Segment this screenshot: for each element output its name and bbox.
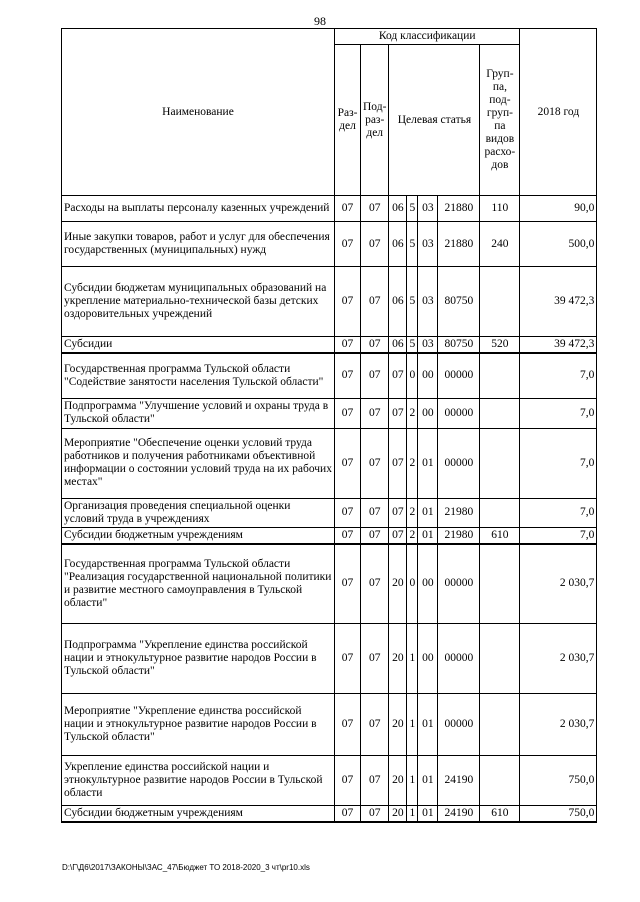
cell-t1: 20 <box>389 544 407 624</box>
cell-amount: 500,0 <box>520 222 597 267</box>
cell-group <box>480 353 520 398</box>
cell-t4: 00000 <box>438 398 480 428</box>
header-razdel: Раз-дел <box>335 45 361 196</box>
cell-amount: 90,0 <box>520 196 597 222</box>
cell-t4: 00000 <box>438 428 480 498</box>
cell-t4: 24190 <box>438 806 480 823</box>
cell-t4: 80750 <box>438 267 480 337</box>
cell-t3: 01 <box>418 694 438 756</box>
cell-t3: 00 <box>418 624 438 694</box>
cell-name: Субсидии бюджетным учреждениям <box>62 527 335 544</box>
cell-name: Организация проведения специальной оценки условий труда в учреждениях <box>62 498 335 527</box>
cell-podrazdel: 07 <box>361 267 389 337</box>
table-row <box>62 353 597 398</box>
table-row <box>62 544 597 624</box>
cell-group <box>480 398 520 428</box>
cell-podrazdel: 07 <box>361 756 389 806</box>
cell-t1: 06 <box>389 196 407 222</box>
header-code: Код классификации <box>335 29 520 45</box>
cell-t4: 21880 <box>438 222 480 267</box>
cell-t3: 03 <box>418 337 438 354</box>
cell-name: Субсидии бюджетам муниципальных образований на укрепление материально-технической базы детских оздоровительных учреждений <box>62 267 335 337</box>
cell-razdel: 07 <box>335 428 361 498</box>
cell-razdel: 07 <box>335 498 361 527</box>
cell-razdel: 07 <box>335 267 361 337</box>
cell-amount: 7,0 <box>520 353 597 398</box>
cell-t4: 00000 <box>438 544 480 624</box>
cell-podrazdel: 07 <box>361 624 389 694</box>
cell-podrazdel: 07 <box>361 806 389 823</box>
cell-podrazdel: 07 <box>361 498 389 527</box>
cell-t2: 5 <box>407 337 418 354</box>
cell-name: Субсидии бюджетным учреждениям <box>62 806 335 823</box>
cell-t2: 0 <box>407 544 418 624</box>
cell-name: Подпрограмма "Улучшение условий и охраны труда в Тульской области" <box>62 398 335 428</box>
page-number: 98 <box>314 14 326 28</box>
cell-podrazdel: 07 <box>361 527 389 544</box>
table-row <box>62 337 597 354</box>
cell-amount: 750,0 <box>520 756 597 806</box>
cell-podrazdel: 07 <box>361 337 389 354</box>
cell-amount: 750,0 <box>520 806 597 823</box>
cell-name: Подпрограмма "Укрепление единства российской нации и этнокультурное развитие народов России в Тульской области" <box>62 624 335 694</box>
cell-t3: 03 <box>418 196 438 222</box>
cell-amount: 39 472,3 <box>520 267 597 337</box>
cell-razdel: 07 <box>335 337 361 354</box>
header-podrazdel: Под-раз-дел <box>361 45 389 196</box>
cell-t1: 07 <box>389 353 407 398</box>
cell-podrazdel: 07 <box>361 353 389 398</box>
cell-t4: 00000 <box>438 353 480 398</box>
cell-t3: 01 <box>418 428 438 498</box>
cell-razdel: 07 <box>335 544 361 624</box>
budget-table <box>61 28 597 823</box>
table-row <box>62 527 597 544</box>
cell-t2: 5 <box>407 196 418 222</box>
table-row <box>62 756 597 806</box>
cell-t1: 20 <box>389 806 407 823</box>
cell-group: 610 <box>480 806 520 823</box>
cell-t2: 1 <box>407 756 418 806</box>
cell-t2: 2 <box>407 428 418 498</box>
cell-amount: 2 030,7 <box>520 624 597 694</box>
cell-group <box>480 624 520 694</box>
cell-amount: 7,0 <box>520 428 597 498</box>
cell-t3: 01 <box>418 756 438 806</box>
table-row <box>62 498 597 527</box>
cell-name: Мероприятие "Укрепление единства российской нации и этнокультурное развитие народов России в Тульской области" <box>62 694 335 756</box>
cell-t1: 06 <box>389 267 407 337</box>
cell-t4: 24190 <box>438 756 480 806</box>
cell-t4: 21980 <box>438 527 480 544</box>
cell-t3: 00 <box>418 544 438 624</box>
cell-group: 240 <box>480 222 520 267</box>
cell-group <box>480 498 520 527</box>
cell-amount: 7,0 <box>520 498 597 527</box>
cell-group <box>480 428 520 498</box>
table-row <box>62 267 597 337</box>
cell-t2: 2 <box>407 527 418 544</box>
cell-group: 610 <box>480 527 520 544</box>
cell-t1: 20 <box>389 694 407 756</box>
file-path-footer: D:\Г\Д6\2017\ЗАКОНЫ\ЗАС_47\Бюджет ТО 2018-2020_3 чт\pr10.xls <box>62 863 310 872</box>
cell-podrazdel: 07 <box>361 428 389 498</box>
cell-name: Расходы на выплаты персоналу казенных учреждений <box>62 196 335 222</box>
cell-group <box>480 756 520 806</box>
cell-name: Субсидии <box>62 337 335 354</box>
table-row <box>62 624 597 694</box>
cell-amount: 2 030,7 <box>520 694 597 756</box>
cell-t1: 06 <box>389 222 407 267</box>
cell-razdel: 07 <box>335 756 361 806</box>
cell-t4: 21880 <box>438 196 480 222</box>
cell-t3: 01 <box>418 527 438 544</box>
table-row <box>62 806 597 823</box>
cell-razdel: 07 <box>335 624 361 694</box>
cell-razdel: 07 <box>335 353 361 398</box>
table-row <box>62 398 597 428</box>
cell-t1: 07 <box>389 398 407 428</box>
cell-name: Укрепление единства российской нации и этнокультурное развитие народов России в Тульской области <box>62 756 335 806</box>
cell-group <box>480 694 520 756</box>
cell-podrazdel: 07 <box>361 398 389 428</box>
cell-razdel: 07 <box>335 222 361 267</box>
cell-t2: 1 <box>407 694 418 756</box>
cell-t1: 07 <box>389 498 407 527</box>
cell-t4: 21980 <box>438 498 480 527</box>
cell-t1: 07 <box>389 428 407 498</box>
cell-razdel: 07 <box>335 694 361 756</box>
cell-amount: 39 472,3 <box>520 337 597 354</box>
cell-group <box>480 267 520 337</box>
header-group: Груп-па, под-груп-па видов расхо-дов <box>480 45 520 196</box>
cell-t3: 03 <box>418 222 438 267</box>
cell-t1: 07 <box>389 527 407 544</box>
cell-group: 520 <box>480 337 520 354</box>
cell-t1: 20 <box>389 756 407 806</box>
cell-name: Государственная программа Тульской области "Реализация государственной национальной политики и развитие местного самоуправления в Тульской области" <box>62 544 335 624</box>
header-row <box>62 29 597 45</box>
cell-amount: 7,0 <box>520 398 597 428</box>
cell-razdel: 07 <box>335 806 361 823</box>
header-target: Целевая статья <box>389 45 480 196</box>
cell-razdel: 07 <box>335 527 361 544</box>
table-row <box>62 222 597 267</box>
cell-t3: 01 <box>418 806 438 823</box>
cell-t1: 06 <box>389 337 407 354</box>
cell-t3: 00 <box>418 398 438 428</box>
cell-t4: 00000 <box>438 694 480 756</box>
cell-podrazdel: 07 <box>361 222 389 267</box>
cell-name: Иные закупки товаров, работ и услуг для обеспечения государственных (муниципальных) нужд <box>62 222 335 267</box>
table-row <box>62 428 597 498</box>
cell-t3: 00 <box>418 353 438 398</box>
cell-t2: 1 <box>407 806 418 823</box>
cell-group <box>480 544 520 624</box>
cell-podrazdel: 07 <box>361 694 389 756</box>
cell-t2: 1 <box>407 624 418 694</box>
cell-t4: 00000 <box>438 624 480 694</box>
cell-amount: 2 030,7 <box>520 544 597 624</box>
cell-t1: 20 <box>389 624 407 694</box>
cell-t2: 0 <box>407 353 418 398</box>
table-row <box>62 694 597 756</box>
cell-name: Мероприятие "Обеспечение оценки условий труда работников и получения работниками объективной информации о состоянии условий труда на их рабочих местах" <box>62 428 335 498</box>
table-row <box>62 196 597 222</box>
cell-podrazdel: 07 <box>361 544 389 624</box>
header-year: 2018 год <box>520 29 597 196</box>
cell-name: Государственная программа Тульской области "Содействие занятости населения Тульской области" <box>62 353 335 398</box>
cell-razdel: 07 <box>335 196 361 222</box>
cell-t2: 2 <box>407 498 418 527</box>
header-name: Наименование <box>62 29 335 196</box>
cell-t3: 03 <box>418 267 438 337</box>
cell-razdel: 07 <box>335 398 361 428</box>
cell-t3: 01 <box>418 498 438 527</box>
cell-t2: 5 <box>407 222 418 267</box>
cell-t4: 80750 <box>438 337 480 354</box>
cell-amount: 7,0 <box>520 527 597 544</box>
table-body <box>62 196 597 823</box>
cell-t2: 2 <box>407 398 418 428</box>
cell-podrazdel: 07 <box>361 196 389 222</box>
cell-group: 110 <box>480 196 520 222</box>
cell-t2: 5 <box>407 267 418 337</box>
